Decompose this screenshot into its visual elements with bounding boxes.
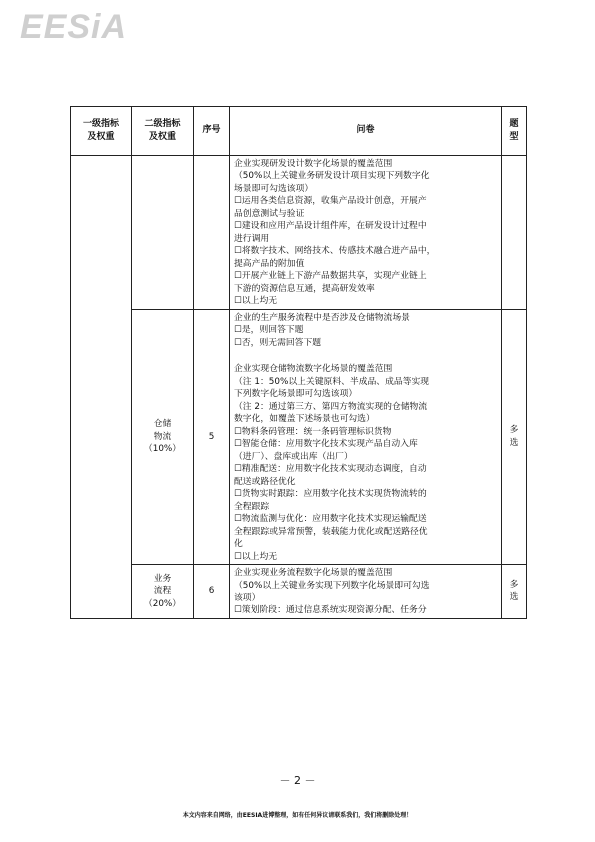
- option-line: ☐精准配送：应用数字化技术实现动态调度，自动: [234, 464, 427, 475]
- option-line: （进厂）、盘库或出库（出厂）: [234, 451, 353, 462]
- question-line: 数字化，如覆盖下述场景也可勾选）: [234, 414, 375, 425]
- table-header-row: [71, 107, 527, 156]
- option-line: ☐策划阶段：通过信息系统实现资源分配、任务分: [234, 605, 427, 616]
- question-line: 企业实现研发设计数字化场景的覆盖范围: [234, 159, 393, 169]
- header-questionnaire: 问卷: [230, 107, 502, 156]
- questionnaire-table: [70, 106, 527, 619]
- option-line: 提高产品的附加值: [234, 258, 305, 269]
- type-cell: 多 选: [502, 565, 527, 619]
- table-row: [71, 565, 527, 619]
- option-line: ☐建设和应用产品设计组件库，在研发设计过程中: [234, 221, 427, 232]
- option-line: 品创意测试与验证: [234, 208, 305, 219]
- question-line: （注 1：50%以上关键原料、半成品、成品等实现: [234, 376, 430, 387]
- header-level1-indicator: 一级指标及权重: [71, 107, 132, 156]
- question-cell: [230, 565, 502, 619]
- header-question-type: 题型: [502, 107, 527, 156]
- table-row: [71, 156, 527, 310]
- question-line: 企业实现业务流程数字化场景的覆盖范围: [234, 568, 393, 579]
- option-line: ☐是，则回答下题: [234, 325, 304, 336]
- option-line: ☐以上均无: [234, 551, 278, 562]
- option-line: 全程跟踪: [234, 501, 270, 512]
- number-cell: 5: [194, 309, 230, 564]
- option-line: 全程跟踪或异常预警，装载能力优化或配送路径优: [234, 526, 428, 537]
- page-number: － 2 －: [279, 774, 316, 787]
- question-cell: [230, 156, 502, 310]
- question-line: （注 2：通过第三方、第四方物流实现的仓储物流: [234, 401, 428, 412]
- option-line: ☐货物实时跟踪：应用数字化技术实现货物流转的: [234, 489, 427, 500]
- header-level2-indicator: 二级指标及权重: [132, 107, 194, 156]
- level2-indicator-cell: 业务 流程 （20%）: [132, 565, 194, 619]
- question-line: 企业实现仓储物流数字化场景的覆盖范围: [234, 364, 393, 375]
- level2-indicator-cell: 仓储 物流 （10%）: [132, 309, 194, 564]
- option-line: 配送或路径优化: [234, 476, 296, 487]
- option-line: ☐物料条码管理：统一条码管理标识货物: [234, 426, 392, 437]
- question-line: 该项）: [234, 592, 261, 603]
- option-line: ☐运用各类信息资源，收集产品设计创意，开展产: [234, 196, 427, 207]
- level2-indicator-cell: [132, 156, 194, 310]
- option-line: ☐将数字技术、网络技术、传感技术融合进产品中，: [234, 246, 436, 257]
- question-line: （50%以上关键业务研发设计项目实现下列数字化: [234, 171, 430, 182]
- type-cell: [502, 156, 527, 310]
- option-line: 进行调用: [234, 233, 270, 244]
- option-line: ☐物流监测与优化：应用数字化技术实现运输配送: [234, 514, 427, 525]
- table-row: [71, 309, 527, 564]
- number-cell: 6: [194, 565, 230, 619]
- option-line: 下游的资源信息互通，提高研发效率: [234, 283, 375, 294]
- question-line: 企业的生产服务流程中是否涉及仓储物流场景: [234, 312, 410, 323]
- question-cell: [230, 309, 502, 564]
- option-line: ☐否，则无需回答下题: [234, 337, 322, 348]
- number-cell: [194, 156, 230, 310]
- type-cell: 多 选: [502, 309, 527, 564]
- option-line: 化: [234, 539, 243, 550]
- eesia-logo: EESiA: [20, 8, 128, 46]
- question-line: （50%以上关键业务实现下列数字化场景即可勾选: [234, 580, 430, 591]
- level1-indicator-cell: [71, 156, 132, 619]
- header-number: 序号: [194, 107, 230, 156]
- option-line: ☐智能仓储：应用数字化技术实现产品自动入库: [234, 439, 418, 450]
- option-line: ☐以上均无: [234, 296, 278, 307]
- footer-note: 本文内容来自网络，由EESIA进博整理，如有任何异议请联系我们，我们将删除处理！: [182, 812, 413, 819]
- question-line: 场景即可勾选该项）: [234, 183, 314, 194]
- question-line: 下列数字化场景即可勾选该项）: [234, 389, 358, 400]
- option-line: ☐开展产业链上下游产品数据共享，实现产业链上: [234, 271, 427, 282]
